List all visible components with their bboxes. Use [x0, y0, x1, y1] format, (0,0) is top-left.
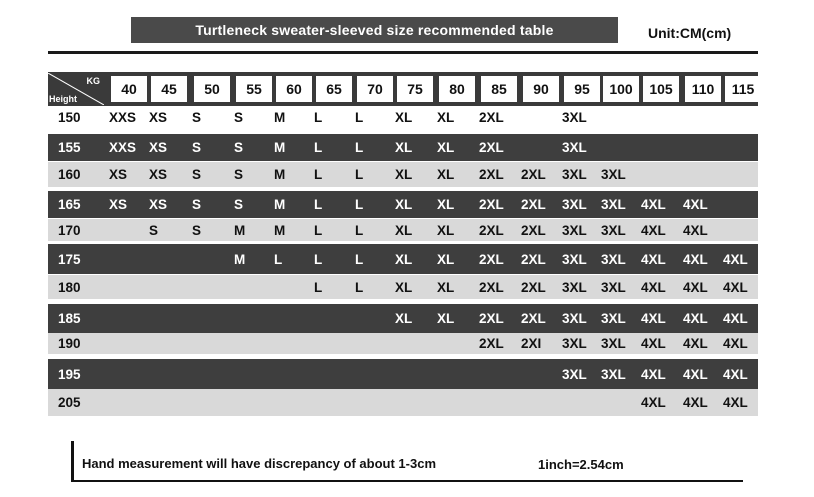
height-label: 190: [58, 336, 81, 351]
weight-header-50: 50: [194, 76, 230, 102]
size-cell: 2XL: [479, 197, 504, 212]
height-label: 165: [58, 197, 81, 212]
size-cell: 3XL: [562, 366, 587, 382]
size-cell: 3XL: [562, 279, 587, 295]
size-cell: 4XL: [641, 336, 666, 351]
size-cell: XL: [395, 110, 413, 125]
size-cell: 3XL: [601, 366, 626, 382]
height-label: 155: [58, 140, 81, 155]
size-cell: 4XL: [683, 366, 708, 382]
size-cell: L: [314, 197, 323, 212]
size-cell: XL: [437, 110, 455, 125]
size-cell: 4XL: [683, 279, 708, 295]
size-cell: S: [234, 167, 244, 182]
table-row: [48, 389, 758, 416]
size-cell: 2XL: [521, 167, 546, 182]
size-cell: 2XL: [479, 311, 504, 326]
size-cell: L: [314, 140, 323, 155]
height-label: 180: [58, 279, 81, 295]
size-cell: S: [234, 197, 244, 212]
size-cell: 2XL: [521, 311, 546, 326]
size-cell: M: [274, 197, 286, 212]
weight-header-70: 70: [357, 76, 393, 102]
size-cell: XL: [395, 140, 413, 155]
size-cell: 3XL: [601, 222, 626, 238]
size-cell: 4XL: [723, 279, 748, 295]
size-cell: 4XL: [683, 336, 708, 351]
size-cell: XL: [437, 251, 455, 267]
height-label: 150: [58, 110, 81, 125]
weight-header-115: 115: [725, 76, 761, 102]
size-cell: XXS: [109, 110, 137, 125]
size-cell: 4XL: [641, 311, 666, 326]
weight-header-105: 105: [643, 76, 679, 102]
size-cell: 4XL: [723, 395, 748, 410]
weight-header-65: 65: [316, 76, 352, 102]
size-cell: 4XL: [683, 251, 708, 267]
weight-header-95: 95: [564, 76, 600, 102]
size-cell: 3XL: [562, 336, 587, 351]
size-cell: L: [355, 251, 364, 267]
size-cell: XS: [149, 110, 168, 125]
size-cell: 3XL: [601, 336, 626, 351]
size-cell: 2XL: [521, 251, 546, 267]
size-cell: 3XL: [601, 197, 626, 212]
size-cell: XL: [437, 167, 455, 182]
size-cell: 2XL: [521, 197, 546, 212]
table-row: [48, 244, 758, 274]
table-row: [48, 134, 758, 161]
size-cell: 3XL: [562, 311, 587, 326]
size-cell: 4XL: [723, 336, 748, 351]
size-cell: 4XL: [683, 222, 708, 238]
size-cell: XL: [437, 140, 455, 155]
size-cell: XS: [149, 167, 168, 182]
size-cell: XL: [437, 197, 455, 212]
height-label: 185: [58, 311, 81, 326]
size-cell: M: [274, 222, 286, 238]
size-cell: XL: [395, 279, 413, 295]
size-cell: 3XL: [562, 251, 587, 267]
size-cell: 4XL: [641, 366, 666, 382]
size-cell: S: [234, 110, 244, 125]
height-label: 160: [58, 167, 81, 182]
size-cell: XL: [395, 222, 413, 238]
size-cell: 3XL: [562, 167, 587, 182]
table-row: [48, 162, 758, 187]
size-cell: 4XL: [641, 251, 666, 267]
size-cell: M: [234, 251, 246, 267]
size-cell: 2XL: [479, 279, 504, 295]
height-label: 175: [58, 251, 81, 267]
weight-header-80: 80: [439, 76, 475, 102]
weight-header-60: 60: [276, 76, 312, 102]
size-cell: 4XL: [641, 222, 666, 238]
corner-cell: [48, 73, 104, 105]
size-cell: L: [314, 279, 323, 295]
table-title: Turtleneck sweater-sleeved size recommended table: [131, 17, 618, 43]
table-row: [48, 359, 758, 389]
size-cell: S: [149, 222, 159, 238]
size-cell: 4XL: [723, 366, 748, 382]
size-cell: 2XL: [479, 222, 504, 238]
size-cell: 4XL: [723, 311, 748, 326]
size-cell: L: [274, 251, 283, 267]
size-cell: L: [355, 167, 364, 182]
size-cell: 3XL: [562, 140, 587, 155]
size-cell: XL: [437, 311, 455, 326]
table-row: [48, 304, 758, 333]
size-cell: 2XL: [479, 140, 504, 155]
size-cell: XS: [109, 167, 128, 182]
size-cell: M: [274, 140, 286, 155]
weight-header-55: 55: [236, 76, 272, 102]
table-row: [48, 275, 758, 299]
unit-label: Unit:CM(cm): [648, 25, 732, 41]
size-cell: 4XL: [683, 311, 708, 326]
size-cell: XL: [395, 167, 413, 182]
weight-header-100: 100: [603, 76, 639, 102]
weight-header-110: 110: [685, 76, 721, 102]
footer-left-bar: [71, 441, 74, 481]
size-cell: 4XL: [641, 279, 666, 295]
size-cell: L: [314, 167, 323, 182]
size-cell: S: [192, 167, 202, 182]
size-cell: 4XL: [641, 395, 666, 410]
inch-conversion-note: 1inch=2.54cm: [538, 457, 624, 472]
size-cell: 2XI: [521, 336, 542, 351]
corner-height-label: Height: [49, 94, 77, 104]
corner-weight-label: KG: [86, 76, 100, 86]
size-cell: 3XL: [601, 167, 626, 182]
footer-divider: [71, 480, 743, 482]
size-cell: 2XL: [521, 222, 546, 238]
size-cell: 2XL: [479, 336, 504, 351]
top-divider: [48, 51, 758, 54]
size-cell: L: [314, 251, 323, 267]
table-row: [48, 333, 758, 354]
weight-header-45: 45: [151, 76, 187, 102]
height-label: 195: [58, 366, 81, 382]
size-cell: 3XL: [562, 222, 587, 238]
table-row: [48, 191, 758, 218]
size-cell: 4XL: [683, 197, 708, 212]
size-cell: XL: [437, 279, 455, 295]
size-cell: 2XL: [521, 279, 546, 295]
size-cell: L: [314, 110, 323, 125]
size-cell: XL: [395, 197, 413, 212]
size-cell: 2XL: [479, 110, 504, 125]
size-cell: S: [192, 222, 202, 238]
height-label: 170: [58, 222, 81, 238]
size-cell: XS: [149, 197, 168, 212]
table-row: [48, 106, 758, 129]
size-cell: 3XL: [601, 311, 626, 326]
size-cell: 4XL: [683, 395, 708, 410]
size-cell: S: [234, 140, 244, 155]
size-cell: XL: [437, 222, 455, 238]
size-cell: 3XL: [601, 251, 626, 267]
size-cell: XXS: [109, 140, 137, 155]
size-cell: M: [234, 222, 246, 238]
weight-header-75: 75: [397, 76, 433, 102]
size-cell: XL: [395, 251, 413, 267]
size-cell: XL: [395, 311, 413, 326]
size-cell: 3XL: [562, 197, 587, 212]
size-cell: L: [355, 140, 364, 155]
measurement-note: Hand measurement will have discrepancy of about 1-3cm: [82, 456, 437, 471]
size-cell: 4XL: [641, 197, 666, 212]
weight-header-40: 40: [111, 76, 147, 102]
height-label: 205: [58, 395, 81, 410]
size-cell: 3XL: [601, 279, 626, 295]
size-cell: S: [192, 140, 202, 155]
size-cell: 2XL: [479, 167, 504, 182]
size-cell: M: [274, 167, 286, 182]
size-cell: L: [314, 222, 323, 238]
size-cell: XS: [149, 140, 168, 155]
weight-header-85: 85: [481, 76, 517, 102]
size-cell: L: [355, 197, 364, 212]
size-cell: L: [355, 279, 364, 295]
size-cell: 2XL: [479, 251, 504, 267]
size-cell: L: [355, 110, 364, 125]
size-cell: L: [355, 222, 364, 238]
size-cell: XS: [109, 197, 128, 212]
size-cell: S: [192, 110, 202, 125]
size-cell: 4XL: [723, 251, 748, 267]
size-cell: M: [274, 110, 286, 125]
table-row: [48, 219, 758, 241]
weight-header-90: 90: [523, 76, 559, 102]
size-cell: S: [192, 197, 202, 212]
size-cell: 3XL: [562, 110, 587, 125]
